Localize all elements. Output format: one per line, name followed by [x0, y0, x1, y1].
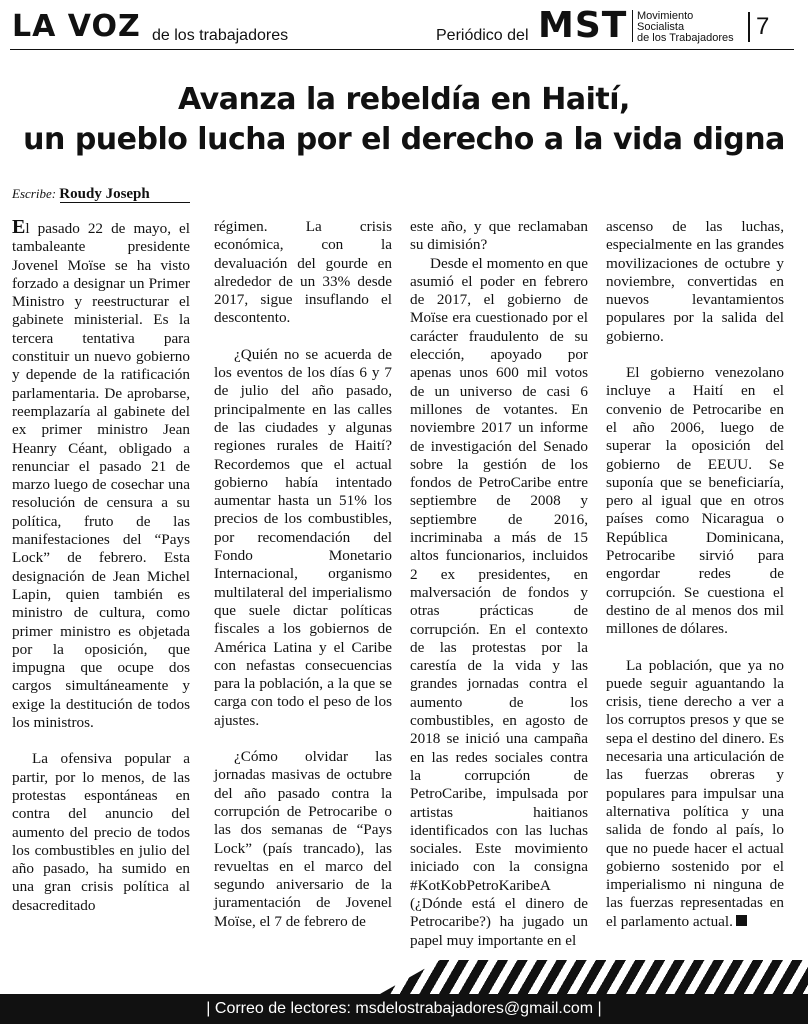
- paragraph: [12, 218, 190, 732]
- drop-cap: E: [12, 216, 26, 238]
- paragraph-text: La población, que ya no puede seguir aguantando la crisis, tiene derecho a ver a los corruptos presos y que se sepa el destino del dinero. Es necesaria una articulación de las fuerzas obreras y populares para impulsar una alternativa política y una salida de fondo al país, lo que no puede hacer el actual gobierno sostenido por el imperialismo ni ninguna de las fuerzas representadas en el parlamento actual.: [606, 656, 784, 930]
- article-column-4: [606, 218, 784, 931]
- newspaper-brand: LA VOZ: [12, 9, 141, 44]
- article-column-2: [214, 218, 392, 931]
- periodico-label: Periódico del: [436, 27, 529, 44]
- paragraph: La ofensiva popular a partir, por lo menos, de las protestas espontáneas en contra del anuncio del aumento del precio de todos los combustibles en julio del año pasado, ha sumido en una gran crisis política al desacreditado: [12, 750, 190, 914]
- org-line-1: Movimiento: [637, 10, 694, 22]
- decorative-stripes: [380, 960, 808, 994]
- stripes-edge: [380, 960, 440, 994]
- logo-divider: [632, 10, 633, 42]
- paragraph: este año, y que reclamaban su dimisión?: [410, 218, 588, 254]
- article-column-1: [12, 218, 190, 915]
- org-line-2: Socialista: [637, 21, 685, 33]
- newspaper-subtitle: de los trabajadores: [152, 27, 289, 44]
- org-full-name: [637, 11, 734, 44]
- paragraph: ¿Cómo olvidar las jornadas masivas de octubre del año pasado contra la corrupción de Petrocaribe o las dos semanas de “Pays Lock” (país trancado), las revueltas en el marco del segundo aniversario de la juramentación de Jovenel Moïse, el 7 de febrero de: [214, 748, 392, 930]
- page-number-divider: [748, 12, 750, 42]
- title-line-1: Avanza la rebeldía en Haití,: [178, 82, 630, 117]
- byline-label: Escribe:: [12, 186, 57, 201]
- title-line-2: un pueblo lucha por el derecho a la vida digna: [23, 122, 785, 157]
- author-name: Roudy Joseph: [59, 186, 150, 202]
- paragraph-text: l pasado 22 de mayo, el tambaleante presidente Jovenel Moïse se ha visto forzado a designar un Primer Ministro y reestructurar el gabinete ministerial. Es la tercera tentativa para constituir un nuevo gobierno y depende de la ratificación parlamentaria. De aprobarse, reemplazaría al gabinete del ex primer ministro Jean Heanry Céant, obligado a renunciar el pasado 21 de marzo luego de cosechar una resolución de censura a su política, fruto de las manifestaciones del “Pays Lock” de febrero. Esta designación de Jean Michel Lapin, quien también es ministro de cultura, como primer ministro es objetada por la oposición, que impugna que ocupe dos cargos simultáneamente y exige la destitución de todos los ministros.: [12, 220, 190, 732]
- paragraph: régimen. La crisis económica, con la devaluación del gourde en alrededor de un 33% desde 2017, sigue insuflando el descontento.: [214, 218, 392, 327]
- org-logo: MST: [538, 5, 628, 46]
- paragraph: ¿Quién no se acuerda de los eventos de los días 6 y 7 de julio del año pasado, principalmente en las calles de las ciudades y algunas regiones rurales de Haití? Recordemos que el actual gobierno había intentado aumentar hasta un 51% los precios de los combustibles, por recomendación del Fondo Monetario Internacional, organismo multilateral del imperialismo que suele dictar políticas fiscales a los gobiernos de América Latina y el Caribe con nefastas consecuencias para la población, a la que se carga con todo el peso de los ajustes.: [214, 345, 392, 729]
- paragraph: ascenso de las luchas, especialmente en las grandes movilizaciones de octubre y noviembre, convertidas en nuevos levantamientos populares por la salida del gobierno.: [606, 218, 784, 345]
- org-line-3: de los Trabajadores: [637, 32, 734, 44]
- paragraph: El gobierno venezolano incluye a Haití en el convenio de Petrocaribe en el año 2006, luego de superar la oposición del gobierno de EEUU. Se suponía que se beneficiaría, pero al igual que en otros países como Nicaragua o República Dominicana, Petrocaribe sirvió para engordar redes de corrupción. Se cuestiona el destino de al menos dos mil millones de dólares.: [606, 364, 784, 638]
- byline: [12, 186, 150, 203]
- byline-rule: [60, 202, 190, 203]
- end-of-article-mark: [736, 915, 747, 926]
- footer-bar: [0, 994, 808, 1024]
- article-title: [0, 80, 808, 160]
- paragraph: [606, 657, 784, 931]
- article-column-3: [410, 218, 588, 950]
- header-rule: [10, 49, 794, 50]
- paragraph: Desde el momento en que asumió el poder en febrero de 2017, el gobierno de Moïse era cuestionado por el carácter fraudulento de su elección, apoyado por apenas unos 600 mil votos de un universo de casi 6 millones de votantes. En noviembre 2017 un informe de investigación del Senado sobre la gestión de los fondos de PetroCaribe entre septiembre de 2008 y septiembre de 2016, incriminaba a más de 15 altos funcionarios, incluidos 2 ex presidentes, en malversación de fondos y otras prácticas de corrupción. En el contexto de las protestas por la carestía de la vida y las grandes jornadas contra el aumento de los combustibles, en agosto de 2018 se inició una campaña en las redes sociales contra la corrupción de PetroCaribe, impulsada por artistas haitianos identificados con las luchas sociales. Este movimiento iniciado con la consigna #KotKobPetroKaribeA (¿Dónde está el dinero de Petrocaribe?) ha jugado un papel muy importante en el: [410, 254, 588, 949]
- page-number: 7: [756, 13, 770, 40]
- page-header: [0, 0, 808, 50]
- reader-mail-contact: | Correo de lectores: msdelostrabajadores@gmail.com |: [206, 1000, 602, 1017]
